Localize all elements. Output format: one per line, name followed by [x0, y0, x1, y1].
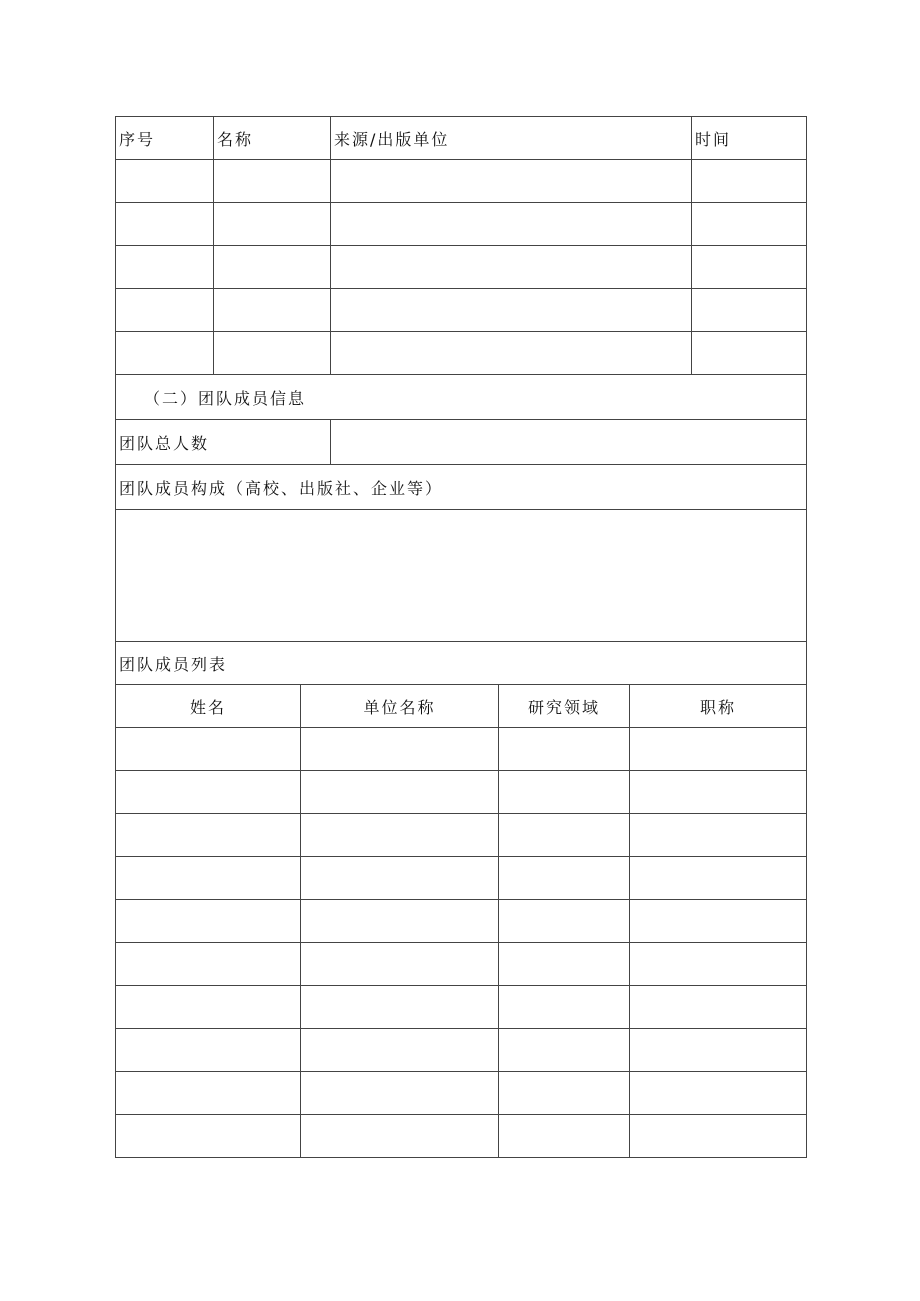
team-composition-row: [116, 465, 807, 510]
cell-index[interactable]: [116, 332, 214, 375]
cell-index[interactable]: [116, 203, 214, 246]
cell-source[interactable]: [331, 203, 692, 246]
cell-member-name[interactable]: [116, 1029, 301, 1072]
cell-source[interactable]: [331, 332, 692, 375]
cell-member-name[interactable]: [116, 900, 301, 943]
sources-row: [116, 203, 807, 246]
cell-unit-name[interactable]: [301, 728, 499, 771]
members-row: [116, 857, 807, 900]
members-row: [116, 814, 807, 857]
cell-job-title[interactable]: [630, 900, 807, 943]
cell-member-name[interactable]: [116, 728, 301, 771]
cell-research-field[interactable]: [499, 900, 630, 943]
team-composition-field[interactable]: [116, 510, 807, 642]
sources-row: [116, 160, 807, 203]
header-time: 时间: [692, 117, 807, 160]
cell-unit-name[interactable]: [301, 771, 499, 814]
member-list-title: 团队成员列表: [116, 642, 807, 685]
cell-index[interactable]: [116, 289, 214, 332]
cell-unit-name[interactable]: [301, 857, 499, 900]
members-row: [116, 1072, 807, 1115]
cell-member-name[interactable]: [116, 986, 301, 1029]
cell-name[interactable]: [214, 203, 331, 246]
cell-index[interactable]: [116, 246, 214, 289]
header-index: 序号: [116, 117, 214, 160]
cell-unit-name[interactable]: [301, 943, 499, 986]
members-header-row: [116, 685, 807, 728]
cell-job-title[interactable]: [630, 728, 807, 771]
team-section-title: （二）团队成员信息: [116, 375, 807, 420]
cell-member-name[interactable]: [116, 857, 301, 900]
cell-job-title[interactable]: [630, 986, 807, 1029]
cell-member-name[interactable]: [116, 1115, 301, 1158]
sources-table: [115, 116, 807, 685]
cell-research-field[interactable]: [499, 1029, 630, 1072]
cell-research-field[interactable]: [499, 857, 630, 900]
team-total-field[interactable]: [331, 420, 807, 465]
members-row: [116, 771, 807, 814]
cell-source[interactable]: [331, 246, 692, 289]
header-job-title: 职称: [630, 685, 807, 728]
members-table: [115, 684, 807, 1158]
team-total-row: [116, 420, 807, 465]
cell-source[interactable]: [331, 160, 692, 203]
cell-job-title[interactable]: [630, 771, 807, 814]
cell-time[interactable]: [692, 332, 807, 375]
cell-time[interactable]: [692, 160, 807, 203]
cell-name[interactable]: [214, 289, 331, 332]
header-unit-name: 单位名称: [301, 685, 499, 728]
sources-row: [116, 289, 807, 332]
cell-member-name[interactable]: [116, 1072, 301, 1115]
team-composition-label: 团队成员构成（高校、出版社、企业等）: [116, 465, 807, 510]
cell-unit-name[interactable]: [301, 1029, 499, 1072]
cell-name[interactable]: [214, 160, 331, 203]
cell-name[interactable]: [214, 246, 331, 289]
cell-job-title[interactable]: [630, 1072, 807, 1115]
members-row: [116, 1029, 807, 1072]
cell-time[interactable]: [692, 203, 807, 246]
members-row: [116, 943, 807, 986]
form-sheet: [115, 116, 806, 1158]
header-name: 名称: [214, 117, 331, 160]
team-total-label: 团队总人数: [116, 420, 331, 465]
cell-name[interactable]: [214, 332, 331, 375]
cell-job-title[interactable]: [630, 1115, 807, 1158]
cell-research-field[interactable]: [499, 728, 630, 771]
header-source: 来源/出版单位: [331, 117, 692, 160]
cell-member-name[interactable]: [116, 771, 301, 814]
cell-research-field[interactable]: [499, 1115, 630, 1158]
cell-research-field[interactable]: [499, 986, 630, 1029]
cell-unit-name[interactable]: [301, 1072, 499, 1115]
member-list-title-row: [116, 642, 807, 685]
cell-research-field[interactable]: [499, 814, 630, 857]
members-row: [116, 900, 807, 943]
cell-job-title[interactable]: [630, 857, 807, 900]
cell-index[interactable]: [116, 160, 214, 203]
cell-job-title[interactable]: [630, 814, 807, 857]
cell-member-name[interactable]: [116, 814, 301, 857]
cell-time[interactable]: [692, 289, 807, 332]
cell-research-field[interactable]: [499, 1072, 630, 1115]
cell-job-title[interactable]: [630, 943, 807, 986]
cell-research-field[interactable]: [499, 943, 630, 986]
cell-research-field[interactable]: [499, 771, 630, 814]
sources-row: [116, 246, 807, 289]
members-row: [116, 728, 807, 771]
cell-time[interactable]: [692, 246, 807, 289]
header-member-name: 姓名: [116, 685, 301, 728]
header-research-field: 研究领域: [499, 685, 630, 728]
cell-unit-name[interactable]: [301, 986, 499, 1029]
cell-source[interactable]: [331, 289, 692, 332]
cell-member-name[interactable]: [116, 943, 301, 986]
sources-header-row: [116, 117, 807, 160]
cell-job-title[interactable]: [630, 1029, 807, 1072]
team-composition-area-row: [116, 510, 807, 642]
sources-row: [116, 332, 807, 375]
cell-unit-name[interactable]: [301, 814, 499, 857]
members-row: [116, 986, 807, 1029]
members-row: [116, 1115, 807, 1158]
team-section-row: [116, 375, 807, 420]
cell-unit-name[interactable]: [301, 1115, 499, 1158]
cell-unit-name[interactable]: [301, 900, 499, 943]
